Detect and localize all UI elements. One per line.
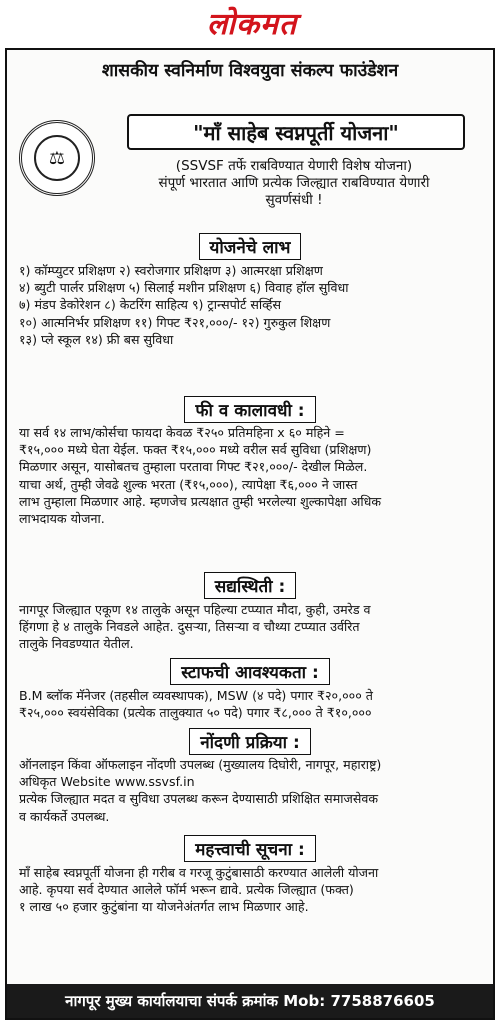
notice-text — [7, 864, 493, 916]
text-line: ₹१५,००० मध्ये घेता येईल. फक्त ₹१५,००० मध्ये वरील सर्व सुविधा (प्रशिक्षण) — [19, 442, 372, 458]
list-item: १३) प्ले स्कूल १४) फ्री बस सुविधा — [19, 331, 174, 347]
fees-heading: फी व कालावधी : — [7, 396, 493, 423]
subtitle-line: सुवर्णसंधी ! — [265, 192, 323, 208]
organization-name: शासकीय स्वनिर्माण विश्वयुवा संकल्प फाउंडेशन — [101, 61, 399, 81]
text-line: या सर्व १४ लाभ/कोर्सचा फायदा केवळ ₹२५० प्रतिमहिना x ६० महिने = — [19, 425, 345, 440]
text-line: लाभ तुम्हाला मिळणार आहे. म्हणजेच प्रत्यक्षात तुम्ही भरलेल्या शुल्कापेक्षा अधिक — [19, 493, 382, 509]
foundation-seal-icon — [19, 120, 95, 196]
scheme-subtitle — [99, 158, 489, 209]
subtitle-line: (SSVSF तर्फे राबविण्यात येणारी विशेष योजना) — [175, 158, 413, 174]
text-line: याचा अर्थ, तुम्ही जेवढे शुल्क भरता (₹१५,०००), त्यापेक्षा ₹६,००० ने जास्त — [19, 476, 358, 492]
newspaper-logo: लोकमत — [206, 6, 298, 42]
benefits-list — [7, 262, 493, 348]
contact-footer: नागपूर मुख्य कार्यालयाचा संपर्क क्रमांक Mob: 7758876605 — [7, 984, 493, 1018]
text-line: माँ साहेब स्वप्नपूर्ती योजना ही गरीब व गरजू कुटुंबासाठी करण्यात आलेली योजना — [19, 865, 379, 880]
text-line: आहे. कृपया सर्व देण्यात आलेले फॉर्म भरून द्यावे. प्रत्येक जिल्ह्यात (फक्त) — [19, 882, 354, 898]
advertisement-box — [5, 48, 495, 1020]
text-line: व कार्यकर्ते उपलब्ध. — [19, 808, 110, 824]
website-line: अधिकृत Website www.ssvsf.in — [19, 774, 195, 790]
text-line: ऑनलाइन किंवा ऑफलाइन नोंदणी उपलब्ध (मुख्यालय दिघोरी, नागपूर, महाराष्ट्र) — [19, 757, 382, 772]
list-item: १) कॉम्प्युटर प्रशिक्षण २) स्वरोजगार प्रशिक्षण ३) आत्मरक्षा प्रशिक्षण — [19, 263, 323, 278]
text-line: १ लाख ५० हजार कुटुंबांना या योजनेअंतर्गत लाभ मिळणार आहे. — [19, 899, 309, 915]
notice-heading: महत्त्वाची सूचना : — [7, 835, 493, 862]
registration-text — [7, 756, 493, 825]
text-line: B.M ब्लॉक मॅनेजर (तहसील व्यवस्थापक), MSW (४ पदे) पगार ₹२०,००० ते — [19, 688, 373, 703]
status-heading: सद्यस्थिती : — [7, 572, 493, 599]
text-line: लाभदायक योजना. — [19, 511, 105, 527]
text-line: नागपूर जिल्ह्यात एकूण १४ तालुके असून पहिल्या टप्प्यात मौदा, कुही, उमरेड व — [19, 602, 371, 617]
text-line: प्रत्येक जिल्ह्यात मदत व सुविधा उपलब्ध करून देण्यासाठी प्रशिक्षित समाजसेवक — [19, 791, 379, 807]
benefits-heading: योजनेचे लाभ — [7, 233, 493, 260]
fees-text — [7, 424, 493, 527]
staff-text — [7, 687, 493, 721]
text-line: तालुके निवडण्यात येतील. — [19, 636, 134, 652]
status-text — [7, 601, 493, 653]
subtitle-line: संपूर्ण भारतात आणि प्रत्येक जिल्ह्यात राबविण्यात येणारी — [158, 175, 430, 191]
registration-heading: नोंदणी प्रक्रिया : — [7, 728, 493, 755]
masthead — [0, 0, 504, 44]
scheme-title: "माँ साहेब स्वप्नपूर्ती योजना" — [127, 114, 465, 150]
list-item: ७) मंडप डेकोरेशन ८) केटरिंग साहित्य ९) ट्रान्सपोर्ट सर्व्हिस — [19, 297, 281, 313]
text-line: हिंगणा हे ४ तालुके निवडले आहेत. दुसऱ्या, तिसऱ्या व चौथ्या टप्प्यात उर्वरित — [19, 619, 360, 635]
text-line: मिळणार असून, यासोबतच तुम्हाला परतावा गिफ्ट ₹२१,०००/- देखील मिळेल. — [19, 459, 368, 475]
list-item: ४) ब्युटी पार्लर प्रशिक्षण ५) सिलाई मशीन प्रशिक्षण ६) विवाह हॉल सुविधा — [19, 280, 349, 296]
list-item: १०) आत्मनिर्भर प्रशिक्षण ११) गिफ्ट ₹२१,०००/- १२) गुरुकुल शिक्षण — [19, 314, 331, 330]
text-line: ₹२५,००० स्वयंसेविका (प्रत्येक तालुक्यात ५० पदे) पगार ₹८,००० ते ₹१०,००० — [19, 705, 372, 721]
staff-heading: स्टाफची आवश्यकता : — [7, 658, 493, 685]
seal-shield-icon: ⚖ — [34, 135, 80, 181]
